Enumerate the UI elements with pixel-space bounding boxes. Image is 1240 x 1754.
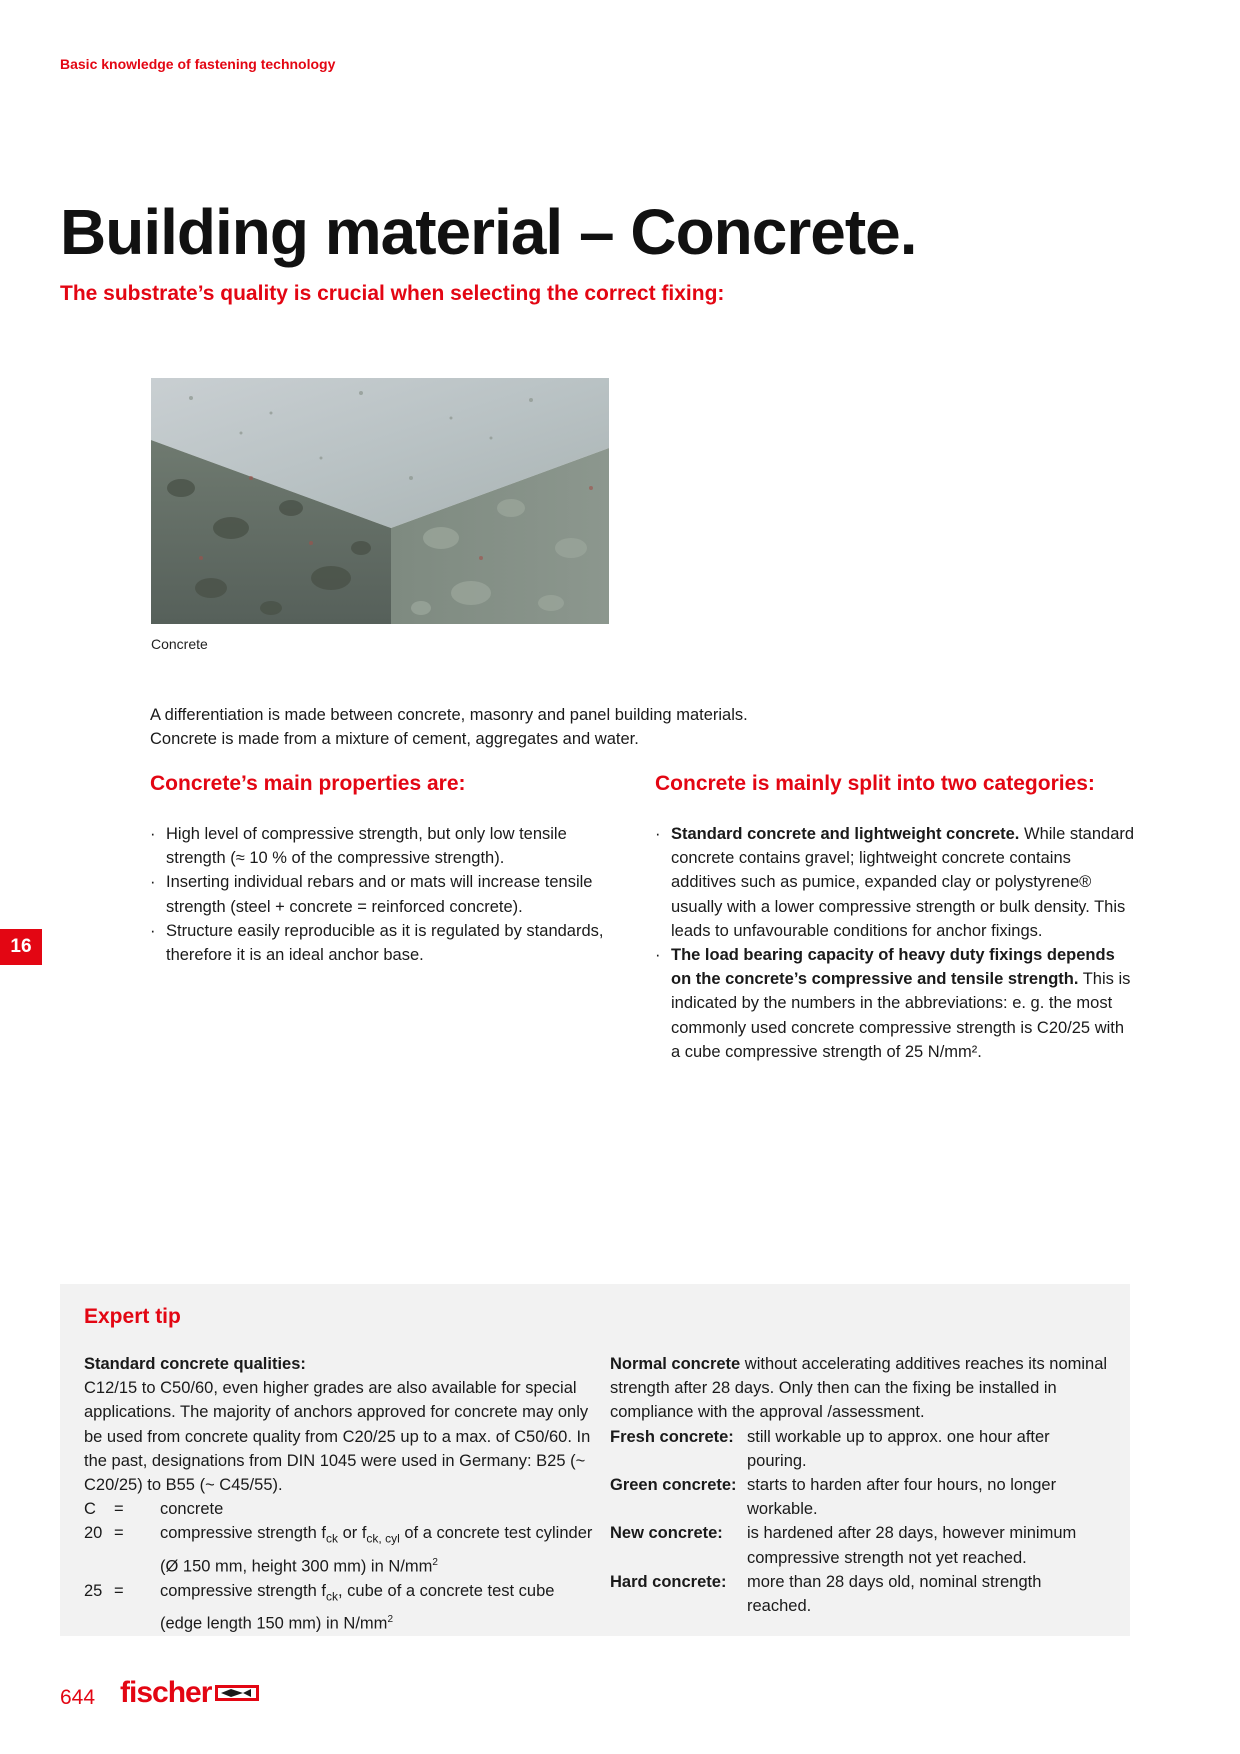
expert-tip-left: [84, 1352, 594, 1636]
categories-heading: Concrete is mainly split into two categories:: [655, 772, 1095, 795]
definition-equals: =: [114, 1500, 124, 1519]
term-description: is hardened after 28 days, however minimum compressive strength not yet reached.: [747, 1524, 1077, 1567]
list-item-text: Structure easily reproducible as it is regulated by standards, therefore it is an ideal anchor base.: [166, 921, 604, 965]
definition-text: compressive strength $f_{ck}$ or $f_{ck, cyl}$ of a concrete test cylinder (Ø 150 mm, height 300 mm) in $N/mm^2$: [160, 1524, 593, 1576]
list-item-text: Inserting individual rebars and or mats will increase tensile strength (steel + concrete = reinforced concrete).: [166, 873, 593, 916]
categories-list: [655, 822, 1135, 1064]
fischer-logo: [120, 1676, 259, 1710]
definition-symbol: 25: [84, 1581, 103, 1600]
intro-text: [150, 703, 748, 751]
concrete-block-image: [151, 378, 609, 624]
properties-heading: Concrete’s main properties are:: [150, 772, 466, 795]
definition-equals: =: [114, 1581, 124, 1600]
page-number: 644: [60, 1686, 96, 1709]
term-row: [610, 1473, 1110, 1521]
chapter-tab: 16: [0, 929, 42, 965]
image-caption: Concrete: [151, 636, 208, 652]
definition-equals: =: [114, 1524, 124, 1543]
fish-emblem-icon: [215, 1683, 259, 1703]
term-name: Hard concrete:: [610, 1572, 727, 1591]
intro-line: Concrete is made from a mixture of cement, aggregates and water.: [150, 730, 639, 748]
definition-row: [84, 1521, 594, 1578]
qualities-body: C12/15 to C50/60, even higher grades are also available for special applications. The majority of anchors approved for concrete may only be used from concrete quality from C20/25 up to a max. of C50/60. In the past, designations from DIN 1045 were used in Germany: B25 (~ C20/25) to B55 (~ C45/55).: [84, 1379, 591, 1495]
term-description: starts to harden after four hours, no longer workable.: [747, 1476, 1057, 1519]
term-name: Green concrete:: [610, 1476, 737, 1495]
qualities-heading: Standard concrete qualities:: [84, 1355, 306, 1373]
definition-row: [84, 1497, 594, 1521]
definition-symbol: 20: [84, 1524, 103, 1543]
definition-row: [84, 1579, 594, 1636]
term-name: Fresh concrete:: [610, 1427, 734, 1446]
section-label: Basic knowledge of fastening technology: [60, 56, 336, 72]
expert-tip-title: Expert tip: [84, 1305, 181, 1328]
list-item: · Standard concrete and lightweight concrete. While standard concrete contains gravel; lightweight concrete contains additives such as pumice, expanded clay or polystyrene® usually with a lower compressive strength or bulk density. This leads to unfavourable conditions for anchor fixings.: [655, 825, 1135, 940]
expert-tip-right: [610, 1352, 1110, 1618]
term-name: New concrete:: [610, 1524, 723, 1543]
list-item-text: This is indicated by the numbers in the abbreviations: e. g. the most commonly used concrete compressive strength is C20/25 with a cube compressive strength of 25 N/mm².: [671, 970, 1131, 1061]
definition-text: compressive strength $f_{ck}$, cube of a concrete test cube (edge length 150 mm) in $N/mm^2$: [160, 1581, 555, 1633]
normal-concrete-text: Normal concrete without accelerating additives reaches its nominal strength after 28 days. Only then can the fixing be installed in compliance with the approval /assessment.: [610, 1355, 1108, 1422]
list-item: · High level of compressive strength, but only low tensile strength (≈ 10 % of the compressive strength).: [150, 825, 567, 868]
list-item: · The load bearing capacity of heavy duty fixings depends on the concrete’s compressive and tensile strength. This is indicated by the numbers in the abbreviations: e. g. the most commonly used concrete compressive strength is C20/25 with a cube compressive strength of 25 N/mm².: [655, 946, 1131, 1061]
term-row: [610, 1521, 1110, 1569]
logo-wordmark: fischer: [120, 1676, 212, 1709]
page-subtitle: The substrate’s quality is crucial when selecting the correct fixing:: [60, 282, 725, 305]
list-item: · Inserting individual rebars and or mats will increase tensile strength (steel + concrete = reinforced concrete).: [150, 873, 593, 916]
definition-symbol: C: [84, 1500, 96, 1519]
term-row: [610, 1570, 1110, 1618]
list-item-text: While standard concrete contains gravel; lightweight concrete contains additives such as pumice, expanded clay or polystyrene® usually with a lower compressive strength or bulk density. This leads to unfavourable conditions for anchor fixings.: [671, 825, 1135, 940]
intro-line: A differentiation is made between concrete, masonry and panel building materials.: [150, 706, 748, 724]
definition-text: concrete: [160, 1500, 224, 1519]
list-item-text: High level of compressive strength, but only low tensile strength (≈ 10 % of the compressive strength).: [166, 825, 567, 868]
properties-list: [150, 822, 625, 967]
list-item-bold: Standard concrete and lightweight concrete.: [671, 825, 1020, 843]
list-item: · Structure easily reproducible as it is regulated by standards, therefore it is an ideal anchor base.: [150, 921, 604, 965]
term-description: more than 28 days old, nominal strength reached.: [747, 1572, 1042, 1616]
page-title: Building material – Concrete.: [60, 196, 917, 268]
term-row: [610, 1425, 1110, 1473]
list-item-bold: The load bearing capacity of heavy duty fixings depends on the concrete’s compressive and tensile strength.: [671, 946, 1115, 989]
term-description: still workable up to approx. one hour after pouring.: [747, 1427, 1050, 1470]
